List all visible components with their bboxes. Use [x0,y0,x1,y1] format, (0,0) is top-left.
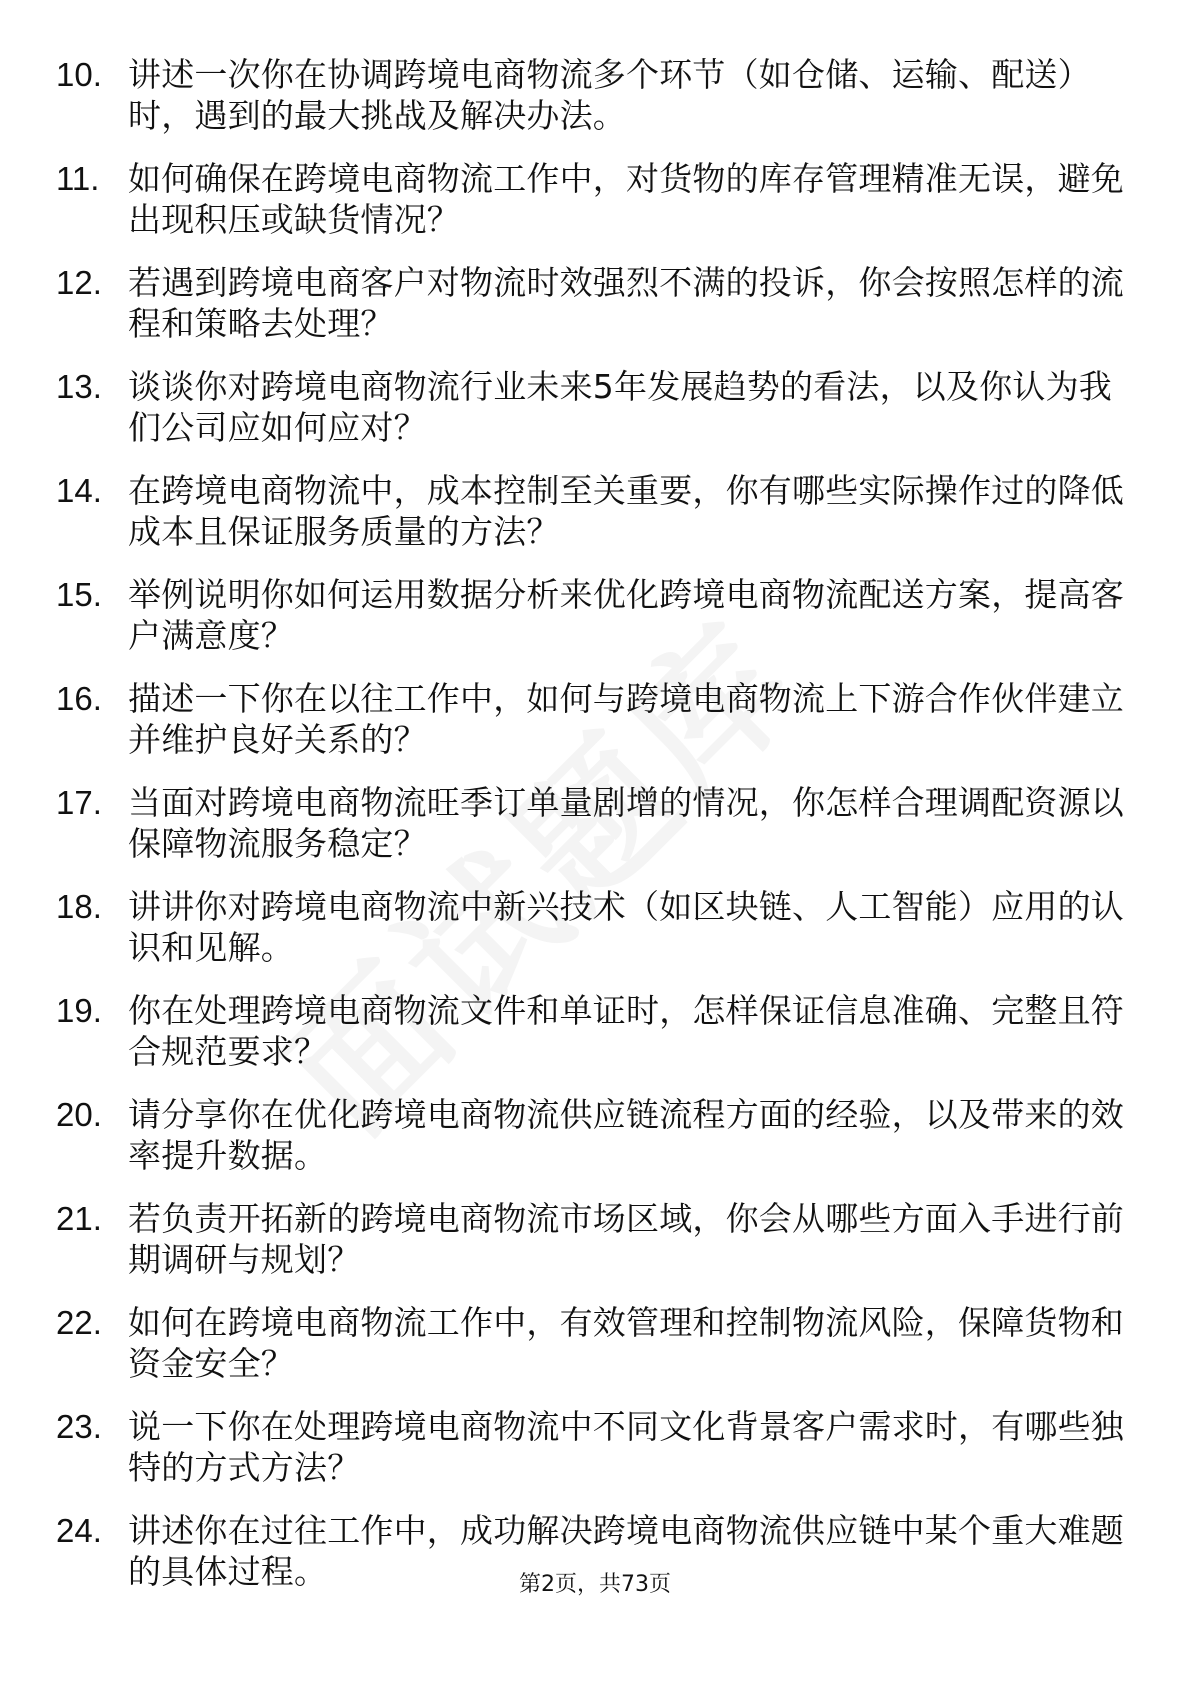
question-number: 17. [56,784,102,821]
question-item [56,470,1126,552]
question-number: 19. [56,992,102,1029]
question-text: 讲述你在过往工作中，成功解决跨境电商物流供应链中某个重大难题的具体过程。 [128,1511,1124,1591]
question-list [56,54,1126,1614]
question-text: 当面对跨境电商物流旺季订单量剧增的情况，你怎样合理调配资源以保障物流服务稳定？ [128,783,1124,863]
question-item [56,886,1126,968]
page-footer: 第2页，共73页 [519,1572,671,1597]
question-number: 11. [56,160,100,197]
question-item [56,366,1126,448]
question-item [56,1406,1126,1488]
question-text: 说一下你在处理跨境电商物流中不同文化背景客户需求时，有哪些独特的方式方法？ [128,1407,1124,1487]
question-text: 在跨境电商物流中，成本控制至关重要，你有哪些实际操作过的降低成本且保证服务质量的方法？ [128,471,1124,551]
question-number: 16. [56,680,102,717]
question-text: 讲讲你对跨境电商物流中新兴技术（如区块链、人工智能）应用的认识和见解。 [128,887,1124,967]
question-item [56,782,1126,864]
question-text: 举例说明你如何运用数据分析来优化跨境电商物流配送方案，提高客户满意度？ [128,575,1124,655]
question-number: 24. [56,1512,102,1549]
question-number: 15. [56,576,102,613]
question-number: 13. [56,368,102,405]
question-item [56,1094,1126,1176]
question-item [56,1302,1126,1384]
question-number: 12. [56,264,102,301]
question-text: 若遇到跨境电商客户对物流时效强烈不满的投诉，你会按照怎样的流程和策略去处理？ [128,263,1124,343]
question-text: 如何在跨境电商物流工作中，有效管理和控制物流风险，保障货物和资金安全？ [128,1303,1124,1383]
question-number: 18. [56,888,102,925]
question-item [56,678,1126,760]
question-item [56,1198,1126,1280]
question-item [56,54,1126,136]
question-item [56,158,1126,240]
question-item [56,262,1126,344]
question-item [56,574,1126,656]
question-number: 20. [56,1096,102,1133]
question-text: 如何确保在跨境电商物流工作中，对货物的库存管理精准无误，避免出现积压或缺货情况？ [128,159,1124,239]
question-item [56,990,1126,1072]
question-text: 讲述一次你在协调跨境电商物流多个环节（如仓储、运输、配送）时，遇到的最大挑战及解决办法。 [128,55,1091,135]
question-text: 若负责开拓新的跨境电商物流市场区域，你会从哪些方面入手进行前期调研与规划？ [128,1199,1124,1279]
question-number: 10. [56,56,102,93]
question-number: 21. [56,1200,102,1237]
question-text: 谈谈你对跨境电商物流行业未来5年发展趋势的看法，以及你认为我们公司应如何应对？ [128,367,1112,447]
question-number: 22. [56,1304,102,1341]
question-text: 描述一下你在以往工作中，如何与跨境电商物流上下游合作伙伴建立并维护良好关系的？ [128,679,1124,759]
question-text: 你在处理跨境电商物流文件和单证时，怎样保证信息准确、完整且符合规范要求？ [128,991,1124,1071]
question-text: 请分享你在优化跨境电商物流供应链流程方面的经验，以及带来的效率提升数据。 [128,1095,1124,1175]
question-number: 23. [56,1408,102,1445]
question-number: 14. [56,472,102,509]
